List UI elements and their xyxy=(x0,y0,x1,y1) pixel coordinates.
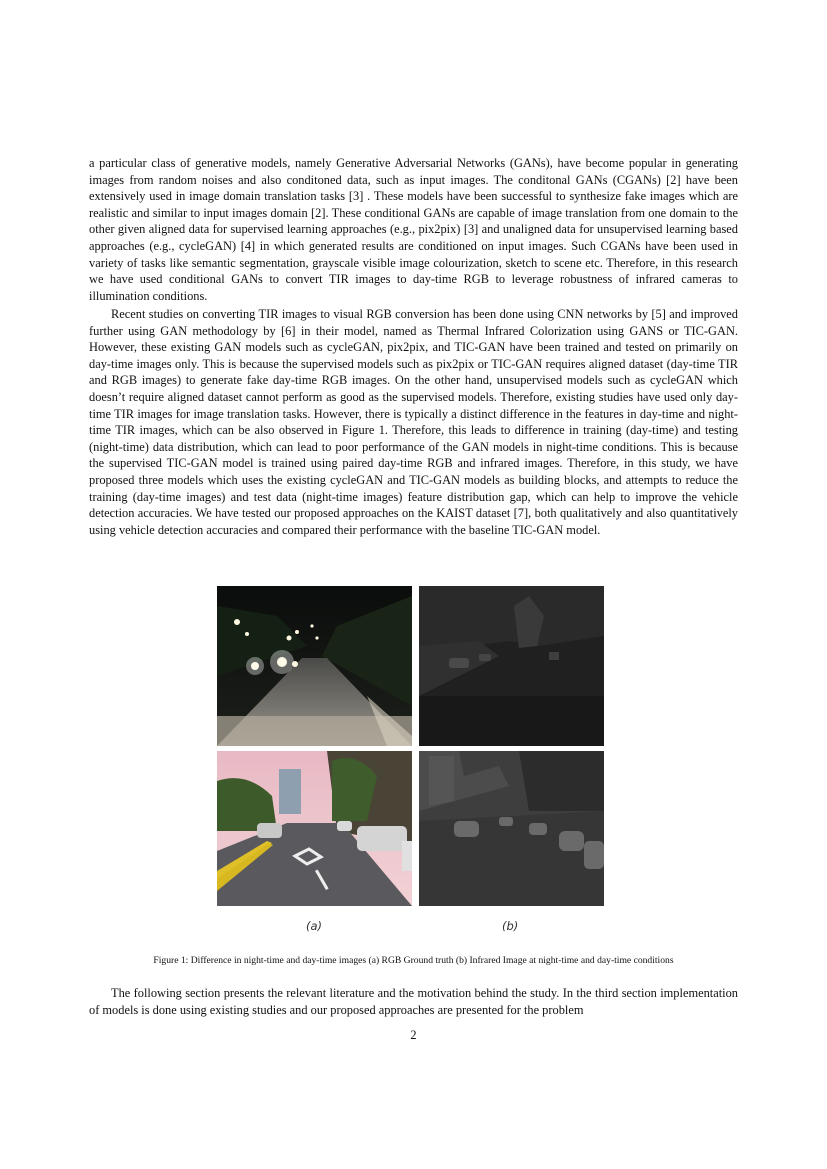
page-number: 2 xyxy=(410,1028,417,1042)
paragraph-structure: The following section presents the relevant literature and the motivation behind the study. In the third section implementation of models is done using existing studies and our proposed approaches are presented for the problem xyxy=(89,986,738,1017)
figure-caption: Figure 1: Difference in night-time and day-time images (a) RGB Ground truth (b) Infrared Image at night-time and day-time conditions xyxy=(153,955,674,966)
thermal-day-image xyxy=(419,751,604,906)
paragraph-related-work: Recent studies on converting TIR images to visual RGB conversion has been done using CNN networks by [5] and improved further using GAN methodology by [6] in their model, named as Thermal Infrared Colorization using GANS or TIC-GAN. However, these existing GAN models such as cycleGAN, pix2pix, and TIC-GAN have been trained and tested on primarily on day-time images only. This is because the supervised models such as pix2pix or TIC-GAN requires aligned dataset (day-time TIR and RGB images) to generate fake day-time RGB images. On the other hand, unsupervised models such as cycleGAN which doesn’t require aligned dataset cannot perform as good as the supervised models. Therefore, existing studies have used only day-time TIR images for image translation tasks. However, there is typically a distinct difference in the features in day-time and night-time TIR images, which can be also observed in Figure 1. Therefore, this leads to difference in training (day-time) and testing (night-time) data distribution, which can lead to poor performance of the GAN models in night-time conditions. This is because the supervised TIC-GAN model is trained using paired day-time RGB and infrared images. Therefore, in this study, we have proposed three models which uses the existing cycleGAN and TIC-GAN models as building blocks, and attempts to reduce the training (day-time images) and test data (night-time images) feature distribution gap, which can help to improve the vehicle detection accuracies. We have tested our proposed approaches on the KAIST dataset [7], both qualitatively and also quantitatively using vehicle detection accuracies and compared their performance with the baseline TIC-GAN model. xyxy=(89,307,738,537)
paragraph-gan-intro: a particular class of generative models, namely Generative Adversarial Networks (GANs), have become popular in generating images from random noises and also conditoned data, such as input images. The conditonal GANs (CGANs) [2] have been extensively used in image domain translation tasks [3] . These models have been successful to synthesize fake images which are realistic and similar to input images domain [2]. These conditional GANs are capable of image translation from one domain to the other given aligned data for supervised learning approaches (e.g., pix2pix) [3] and unaligned data for unsupervised learning based approaches (e.g., cycleGAN) [4] in which generated results are conditioned on input images. Such CGANs have been used in variety of tasks like semantic segmentation, grayscale visible image colourization, sketch to scene etc. Therefore, in this research we have used conditional GANs to convert TIR images to day-time RGB to leverage robustness of infrared cameras to illumination conditions. xyxy=(89,156,738,303)
thermal-night-image xyxy=(419,586,604,746)
subfigure-label-a: (a) xyxy=(306,919,323,933)
subfigure-label-b: (b) xyxy=(502,919,519,933)
rgb-day-image xyxy=(217,751,412,906)
rgb-night-image xyxy=(217,586,412,746)
